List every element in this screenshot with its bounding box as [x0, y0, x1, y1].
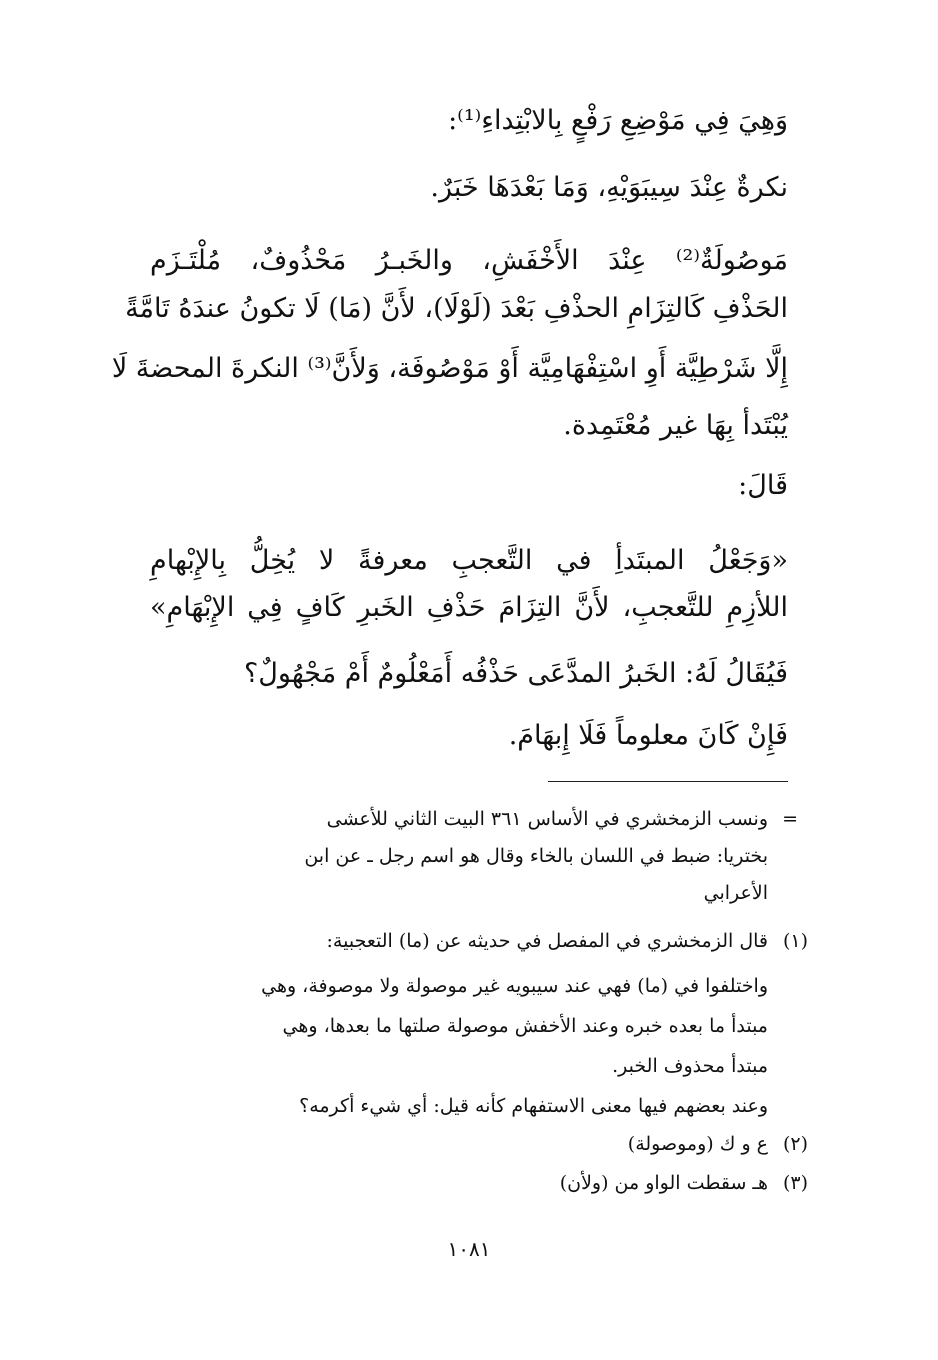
continuation-marker: = — [782, 808, 798, 830]
footnote-line: الأعرابي — [703, 882, 768, 904]
quote-line: اللأزِمِ للتَّعجبِ، لأَنَّ التِزَامَ حَذْفِ الخَبرِ كَافٍ فِي الإِبْهَامِ» — [150, 592, 788, 623]
footnote-line: مبتدأ محذوف الخبر. — [612, 1055, 768, 1077]
text-line: فَإِنْ كَانَ معلوماً فَلَا إِبهَامَ. — [508, 720, 788, 751]
text-line: قَالَ: — [738, 470, 788, 501]
footnote-separator — [548, 781, 788, 782]
footnote-line: مبتدأ ما بعده خبره وعند الأخفش موصولة صلتها ما بعدها، وهي — [282, 1015, 768, 1037]
text-line: الحَذْفِ كَالتِزَامِ الحذْفِ بَعْدَ (لَوْلَا)، لأَنَّ (مَا) لَا تكونُ عندَهُ تَامَّةً — [125, 293, 788, 324]
footnote-marker-3: (٣) — [782, 1172, 808, 1194]
footnote-line: قال الزمخشري في المفصل في حديثه عن (ما) التعجبية: — [326, 930, 768, 952]
footnote-marker-2: (٢) — [782, 1133, 808, 1155]
text-line: نكرةٌ عِنْدَ سِيبَوَيْهِ، وَمَا بَعْدَهَا خَبَرٌ. — [430, 172, 788, 203]
footnote-line: ع و ك (وموصولة) — [627, 1133, 768, 1155]
text-line: يُبْتَدأ بِهَا غير مُعْتَمِدة. — [563, 410, 788, 441]
text-line: فَيُقَالُ لَهُ: الخَبرُ المدَّعَى حَذْفُه أَمَعْلُومٌ أَمْ مَجْهُولٌ؟ — [243, 658, 788, 689]
text-line: وَهِيَ فِي مَوْضِعِ رَفْعٍ بِالابْتِداءِ⁽¹⁾: — [448, 105, 788, 136]
text-line: إِلَّا شَرْطِيَّة أَوِ اسْتِفْهَامِيَّة أَوْ مَوْصُوفَة، وَلأَنَّ⁽³⁾ النكرةَ المحضةَ لَا — [111, 353, 788, 384]
footnote-line: بختريا: ضبط في اللسان بالخاء وقال هو اسم رجل ـ عن ابن — [304, 845, 768, 867]
footnote-line: ونسب الزمخشري في الأساس ٣٦١ البيت الثاني للأعشى — [326, 808, 768, 830]
footnote-line: وعند بعضهم فيها معنى الاستفهام كأنه قيل: أي شيء أكرمه؟ — [299, 1095, 768, 1117]
footnote-line: هـ سقطت الواو من (ولأن) — [559, 1172, 768, 1194]
page-number: ١٠٨١ — [447, 1237, 491, 1261]
text-line: مَوصُولَةٌ⁽²⁾ عِنْدَ الأَخْفَشِ، والخَبـرُ مَحْذُوفٌ، مُلْتَـزَم — [150, 245, 788, 276]
quote-line: «وَجَعْلُ المبتَدأِ في التَّعجبِ معرفةً لا يُخِلُّ بِالإِبْهامِ — [150, 545, 788, 576]
footnote-marker-1: (١) — [782, 930, 808, 952]
footnote-line: واختلفوا في (ما) فهي عند سيبويه غير موصولة ولا موصوفة، وهي — [261, 975, 768, 997]
